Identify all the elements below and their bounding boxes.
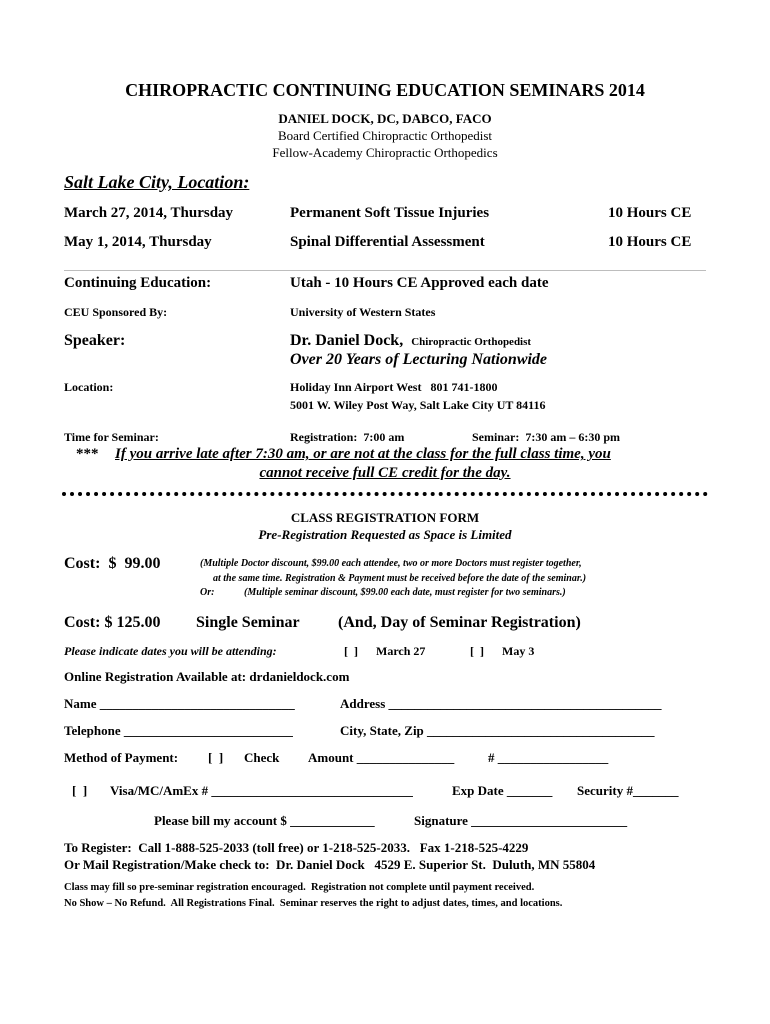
indicate-dates-label: Please indicate dates you will be attending: (64, 644, 277, 658)
exp-date-field[interactable]: Exp Date _______ (452, 783, 553, 798)
date-option-march: March 27 (376, 644, 426, 658)
checkbox-card[interactable]: [ ] (72, 783, 88, 798)
telephone-field[interactable]: Telephone __________________________ (64, 723, 293, 738)
ceu-value: University of Western States (290, 305, 436, 319)
discount-line-3: (Multiple seminar discount, $99.00 each date, must register for two seminars.) (244, 587, 566, 598)
mail-address: Or Mail Registration/Make check to: Dr. Daniel Dock 4529 E. Superior St. Duluth, MN 55804 (64, 857, 596, 872)
ceu-label: CEU Sponsored By: (64, 305, 168, 319)
cost-single: Cost: $ 125.00 (64, 614, 161, 631)
late-warning-line-2: cannot receive full CE credit for the day. (259, 465, 511, 481)
policy-note-2: No Show – No Refund. All Registrations Final. Seminar reserves the right to adjust dates, times, and locations. (64, 898, 563, 909)
ce-label: Continuing Education: (64, 275, 212, 291)
session-topic: Spinal Differential Assessment (290, 234, 485, 250)
session-date: May 1, 2014, Thursday (64, 234, 212, 250)
register-contact: To Register: Call 1-888-525-2033 (toll free) or 1-218-525-2033. Fax 1-218-525-4229 (64, 840, 529, 855)
location-line-2: 5001 W. Wiley Post Way, Salt Lake City UT 84116 (290, 398, 546, 412)
registration-time: Registration: 7:00 am (290, 430, 405, 444)
city-state-zip-field[interactable]: City, State, Zip ___________________________________ (340, 723, 655, 738)
late-warning-line-1: If you arrive late after 7:30 am, or are not at the class for the full class time, you (115, 446, 611, 462)
check-label: Check (244, 750, 280, 765)
speaker-credentials-name: DANIEL DOCK, DC, DABCO, FACO (278, 111, 492, 126)
checkbox-check[interactable]: [ ] (208, 750, 224, 765)
policy-note-1: Class may fill so pre-seminar registration encouraged. Registration not complete until payment received. (64, 882, 535, 893)
discount-line-1: (Multiple Doctor discount, $99.00 each attendee, two or more Doctors must register together, (200, 558, 582, 569)
speaker-tagline: Over 20 Years of Lecturing Nationwide (290, 351, 548, 368)
dotted-divider (62, 492, 708, 496)
page-title: CHIROPRACTIC CONTINUING EDUCATION SEMINARS 2014 (125, 80, 645, 100)
single-seminar-label: Single Seminar (196, 614, 300, 631)
address-field[interactable]: Address __________________________________________ (340, 696, 662, 711)
time-label: Time for Seminar: (64, 430, 159, 444)
card-number-field[interactable]: Visa/MC/AmEx # _______________________________ (110, 783, 413, 798)
online-registration: Online Registration Available at: drdanieldock.com (64, 669, 350, 684)
credential-line-1: Board Certified Chiropractic Orthopedist (277, 128, 493, 143)
location-label: Location: (64, 380, 114, 394)
form-title: CLASS REGISTRATION FORM (290, 510, 480, 525)
speaker-name: Dr. Daniel Dock, (290, 332, 404, 349)
location-heading: Salt Lake City, Location: (64, 172, 250, 192)
late-prefix: *** (76, 446, 99, 462)
name-field[interactable]: Name ______________________________ (64, 696, 295, 711)
speaker-title: Chiropractic Orthopedist (411, 336, 532, 348)
ce-value: Utah - 10 Hours CE Approved each date (290, 275, 549, 291)
session-topic: Permanent Soft Tissue Injuries (290, 205, 490, 221)
discount-line-2: at the same time. Registration & Payment must be received before the date of the seminar.) (213, 573, 587, 584)
date-option-may: May 3 (502, 644, 535, 658)
or-label: Or: (200, 587, 215, 598)
amount-field[interactable]: Amount _______________ (308, 750, 455, 765)
payment-method-label: Method of Payment: (64, 750, 179, 765)
cost-standard: Cost: $ 99.00 (64, 555, 161, 572)
location-line-1: Holiday Inn Airport West 801 741-1800 (290, 380, 498, 394)
form-subtitle: Pre-Registration Requested as Space is Limited (258, 527, 512, 542)
signature-field[interactable]: Signature ________________________ (414, 813, 628, 828)
check-number-field[interactable]: # _________________ (488, 750, 609, 765)
checkbox-march[interactable]: [ ] (344, 644, 358, 658)
speaker-label: Speaker: (64, 332, 126, 349)
speaker-line (290, 332, 531, 350)
bill-account-field[interactable]: Please bill my account $ _____________ (154, 813, 375, 828)
day-of-registration: (And, Day of Seminar Registration) (338, 614, 581, 631)
security-code-field[interactable]: Security #_______ (577, 783, 679, 798)
session-hours: 10 Hours CE (608, 234, 692, 250)
session-hours: 10 Hours CE (608, 205, 692, 221)
divider (64, 270, 706, 271)
credential-line-2: Fellow-Academy Chiropractic Orthopedics (272, 145, 498, 160)
seminar-time: Seminar: 7:30 am – 6:30 pm (472, 430, 620, 444)
session-date: March 27, 2014, Thursday (64, 205, 234, 221)
checkbox-may[interactable]: [ ] (470, 644, 484, 658)
